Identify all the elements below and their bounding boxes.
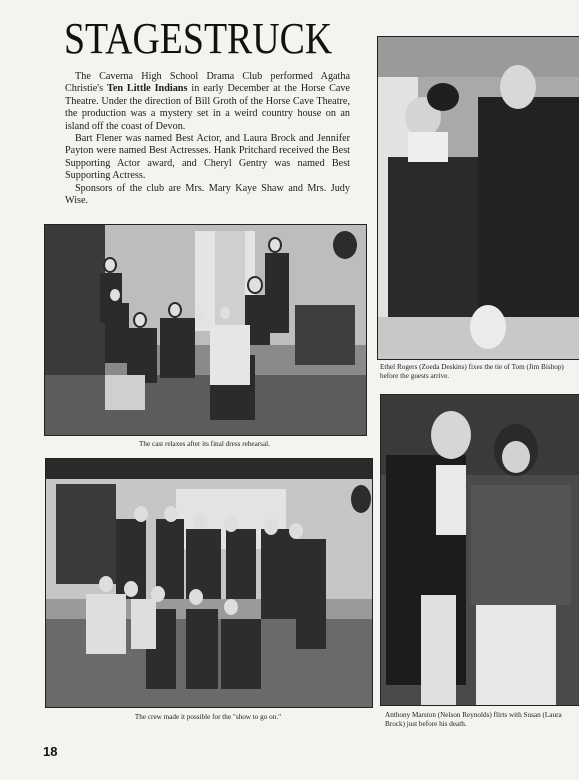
cast-photo [44,224,367,436]
article-paragraph-1: The Caverna High School Drama Club performed Agatha Christie's Ten Little Indians in early December at the Horse Cave Theatre. Under the direction of Bill Groth of the Horse Cave Theatre, the production was a mystery set in a weird country house on an island off the coast of Devon. [65,71,350,132]
cast-caption: The cast relaxes after its final dress rehearsal. [139,440,270,448]
anthony-photo [380,394,579,706]
play-title: Ten Little Indians [106,83,188,95]
ethel-photo [377,36,579,360]
article-paragraph-3: Sponsors of the club are Mrs. Mary Kaye Shaw and Mrs. Judy Wise. [65,182,350,207]
article-paragraph-2: Bart Flener was named Best Actor, and Laura Brock and Jennifer Payton were named Best Actresses. Hank Pritchard received the Best Supporting Actor award, and Cheryl Gentry was named Best Supporting Actress. [65,133,350,182]
ethel-caption: Ethel Rogers (Zoeda Deskins) fixes the tie of Tom (Jim Bishop) before the guests arrive. [380,363,564,380]
anthony-caption: Anthony Marston (Nelson Reynolds) flirts with Susan (Laura Brock) just before his death. [385,711,562,728]
crew-caption: The crew made it possible for the "show to go on." [134,713,282,721]
page-number: 18 [43,744,58,759]
page-title: STAGESTRUCK [64,14,333,63]
article-body [65,71,350,207]
crew-photo [45,458,373,708]
